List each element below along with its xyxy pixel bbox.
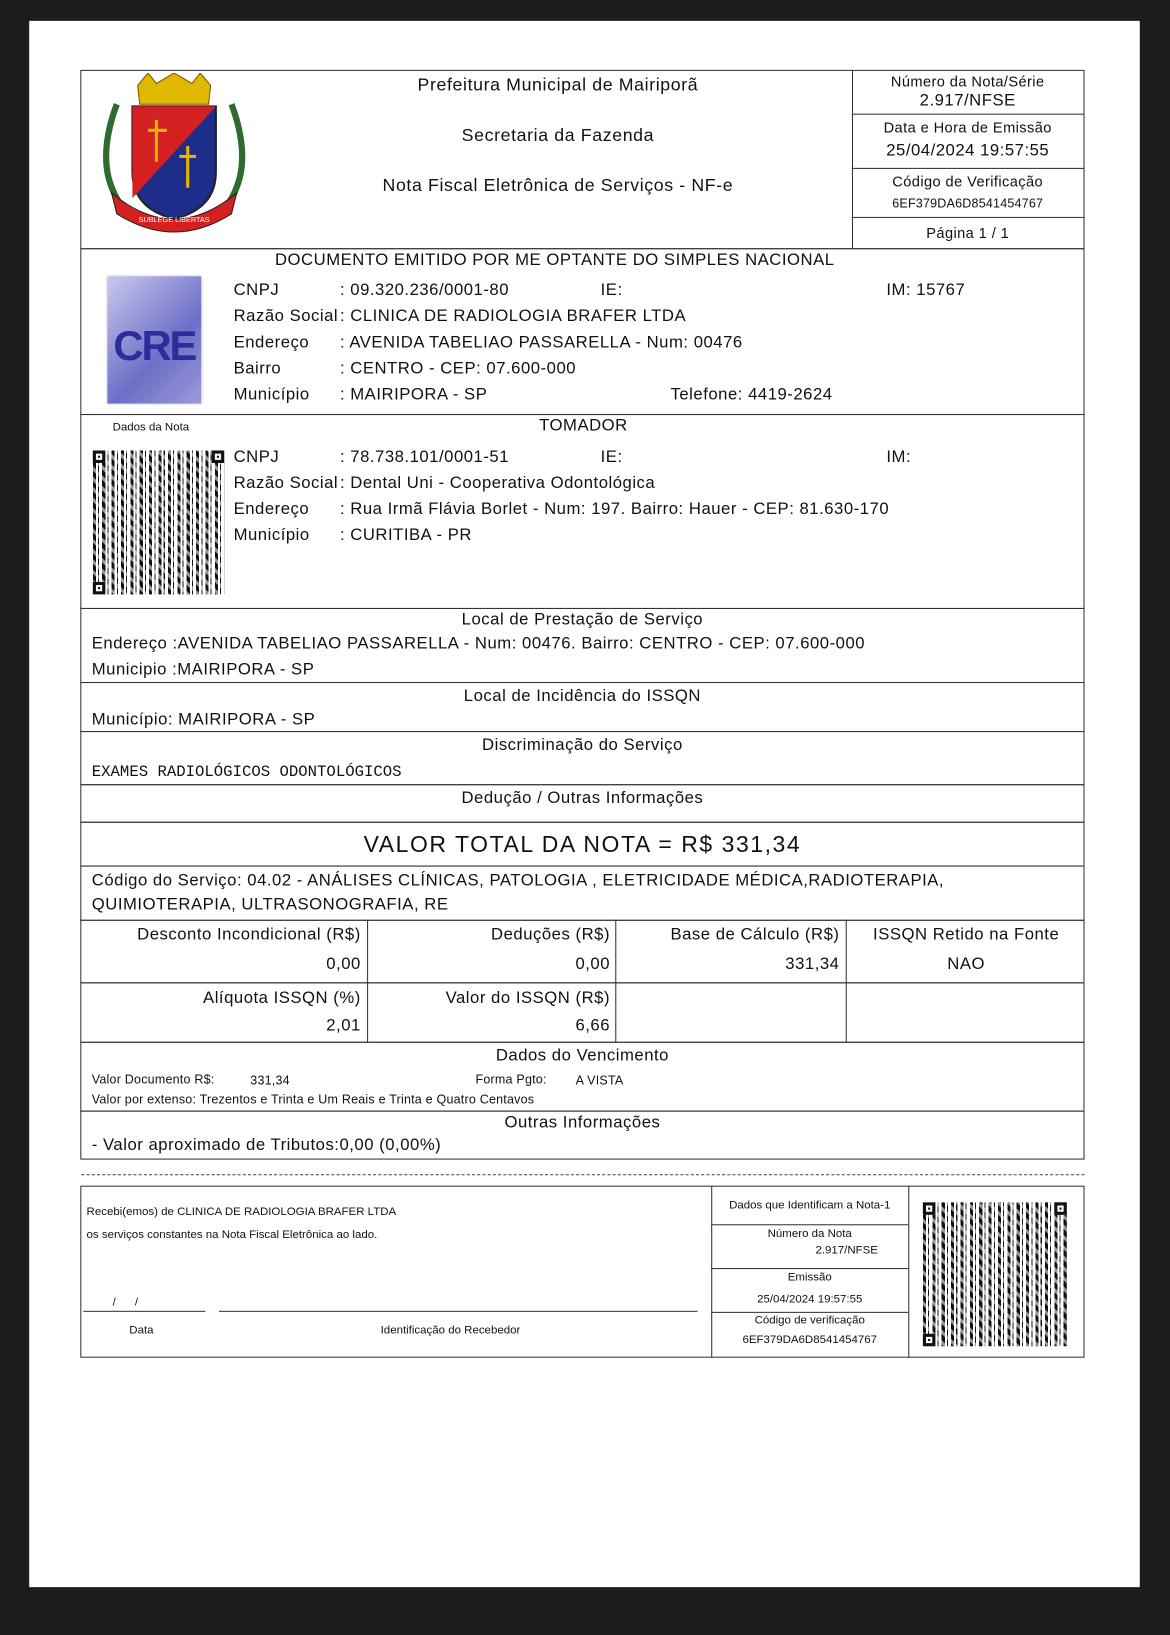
outras-text: - Valor aproximado de Tributos:0,00 (0,00%) bbox=[91, 1136, 442, 1155]
tomador-im: IM: bbox=[886, 448, 912, 467]
pagina: Página 1 / 1 bbox=[926, 224, 1010, 241]
recibo-emissao: 25/04/2024 19:57:55 bbox=[757, 1293, 863, 1306]
emitente-cnpj-label: CNPJ bbox=[233, 281, 280, 300]
emitente-razao-label: Razão Social bbox=[233, 307, 339, 326]
emitente-bairro-label: Bairro bbox=[233, 359, 282, 378]
nota-qr-code bbox=[93, 450, 224, 594]
recibo-codigo: 6EF379DA6D8541454767 bbox=[742, 1333, 878, 1347]
tomador-municipio: : CURITIBA - PR bbox=[339, 526, 472, 545]
incidencia-municipio: Município: MAIRIPORA - SP bbox=[91, 711, 316, 729]
tomador-razao-label: Razão Social bbox=[233, 474, 339, 493]
forma-pgto: A VISTA bbox=[575, 1073, 624, 1088]
local-prestacao-endereco: Endereço :AVENIDA TABELIAO PASSARELLA - Num: 00476. Bairro: CENTRO - CEP: 07.600-000 bbox=[91, 635, 866, 653]
base-label: Base de Cálculo (R$) bbox=[670, 926, 840, 944]
recibo-codigo-label: Código de verificação bbox=[754, 1313, 865, 1327]
company-logo-text: CRE bbox=[113, 323, 196, 370]
valor-extenso: Valor por extenso: Trezentos e Trinta e Um Reais e Trinta e Quatro Centavos bbox=[91, 1091, 535, 1107]
dados-da-nota-label: Dados da Nota bbox=[112, 421, 190, 434]
emitente-municipio: : MAIRIPORA - SP bbox=[339, 385, 488, 404]
emitente-municipio-label: Município bbox=[233, 385, 310, 404]
retido-label: ISSQN Retido na Fonte bbox=[873, 926, 1060, 944]
deducoes-label: Deduções (R$) bbox=[491, 926, 611, 944]
tomador-title: TOMADOR bbox=[539, 417, 628, 435]
recibo-numero: 2.917/NFSE bbox=[815, 1244, 878, 1257]
aliquota-value: 2,01 bbox=[326, 1016, 361, 1035]
discriminacao-title: Discriminação do Serviço bbox=[482, 736, 683, 754]
local-prestacao-title: Local de Prestação de Serviço bbox=[461, 611, 704, 629]
codigo-servico-line1: Código do Serviço: 04.02 - ANÁLISES CLÍNICAS, PATOLOGIA , ELETRICIDADE MÉDICA,RADIOTERAPIA, bbox=[91, 871, 945, 890]
recibo-numero-label: Número da Nota bbox=[767, 1227, 852, 1240]
tomador-razao: : Dental Uni - Cooperativa Odontológica bbox=[339, 474, 656, 493]
base-value: 331,34 bbox=[785, 955, 840, 973]
header-secretaria: Secretaria da Fazenda bbox=[461, 125, 655, 145]
emitente-telefone: Telefone: 4419-2624 bbox=[670, 385, 833, 404]
recibo-dados-title: Dados que Identificam a Nota-1 bbox=[729, 1199, 891, 1212]
valor-iss-value: 6,66 bbox=[575, 1016, 611, 1035]
cut-line bbox=[81, 1174, 1084, 1175]
data-field[interactable] bbox=[83, 1311, 205, 1312]
valor-total: VALOR TOTAL DA NOTA = R$ 331,34 bbox=[363, 831, 802, 858]
recebedor-field[interactable] bbox=[219, 1311, 698, 1312]
desconto-label: Desconto Incondicional (R$) bbox=[137, 926, 361, 944]
emissao-value: 25/04/2024 19:57:55 bbox=[886, 141, 1050, 160]
date-slashes: / / bbox=[112, 1296, 139, 1309]
codigo-servico-line2: QUIMIOTERAPIA, ULTRASONOGRAFIA, RE bbox=[91, 895, 449, 914]
tomador-municipio-label: Município bbox=[233, 526, 310, 545]
incidencia-title: Local de Incidência do ISSQN bbox=[463, 687, 702, 705]
company-logo bbox=[107, 276, 201, 403]
valor-iss-label: Valor do ISSQN (R$) bbox=[445, 989, 611, 1008]
recibo-qr-code bbox=[923, 1202, 1067, 1346]
emitente-razao: : CLINICA DE RADIOLOGIA BRAFER LTDA bbox=[339, 307, 687, 326]
forma-pgto-label: Forma Pgto: bbox=[475, 1071, 547, 1087]
retido-value: NAO bbox=[947, 955, 986, 973]
tomador-ie: IE: bbox=[600, 448, 623, 467]
header-nfe-title: Nota Fiscal Eletrônica de Serviços - NF-e bbox=[382, 175, 734, 196]
outras-title: Outras Informações bbox=[504, 1113, 661, 1132]
recibo-emissao-label: Emissão bbox=[787, 1271, 832, 1284]
municipal-crest-icon bbox=[96, 73, 252, 240]
tomador-endereco-label: Endereço bbox=[233, 500, 310, 519]
discriminacao-text: EXAMES RADIOLÓGICOS ODONTOLÓGICOS bbox=[91, 763, 402, 782]
valor-documento: 331,34 bbox=[250, 1073, 290, 1088]
svg-text:SUBLEGE LIBERTAS: SUBLEGE LIBERTAS bbox=[138, 215, 210, 225]
tomador-endereco: : Rua Irmã Flávia Borlet - Num: 197. Bairro: Hauer - CEP: 81.630-170 bbox=[339, 500, 890, 519]
emissao-label: Data e Hora de Emissão bbox=[883, 118, 1052, 136]
tomador-cnpj: : 78.738.101/0001-51 bbox=[339, 448, 510, 467]
emitente-box bbox=[80, 248, 1084, 415]
aliquota-label: Alíquota ISSQN (%) bbox=[203, 989, 361, 1008]
deducoes-value: 0,00 bbox=[575, 955, 611, 973]
local-prestacao-municipio: Municipio :MAIRIPORA - SP bbox=[91, 661, 315, 679]
desconto-value: 0,00 bbox=[326, 955, 361, 973]
emitente-endereco-label: Endereço bbox=[233, 333, 310, 352]
tomador-cnpj-label: CNPJ bbox=[233, 448, 280, 467]
codigo-value: 6EF379DA6D8541454767 bbox=[892, 196, 1044, 211]
header-prefeitura: Prefeitura Municipal de Mairiporã bbox=[417, 75, 699, 95]
emitente-ie: IE: bbox=[600, 281, 623, 300]
recebedor-label: Identificação do Recebedor bbox=[380, 1324, 521, 1337]
recibo-line1: Recebi(emos) de CLINICA DE RADIOLOGIA BRAFER LTDA bbox=[86, 1205, 397, 1218]
vencimento-title: Dados do Vencimento bbox=[495, 1046, 669, 1065]
emitente-bairro: : CENTRO - CEP: 07.600-000 bbox=[339, 359, 577, 378]
codigo-label: Código de Verificação bbox=[892, 173, 1044, 190]
emitente-cnpj: : 09.320.236/0001-80 bbox=[339, 281, 510, 300]
deducao-title: Dedução / Outras Informações bbox=[461, 789, 704, 808]
numero-label: Número da Nota/Série bbox=[890, 72, 1045, 90]
data-label: Data bbox=[129, 1324, 154, 1337]
valor-documento-label: Valor Documento R$: bbox=[91, 1071, 215, 1087]
emitente-endereco: : AVENIDA TABELIAO PASSARELLA - Num: 00476 bbox=[339, 333, 743, 352]
emitente-im: IM: 15767 bbox=[886, 281, 966, 300]
emitente-title: DOCUMENTO EMITIDO POR ME OPTANTE DO SIMPLES NACIONAL bbox=[274, 251, 835, 270]
numero-value: 2.917/NFSE bbox=[919, 91, 1016, 110]
recibo-line2: os serviços constantes na Nota Fiscal Eletrônica ao lado. bbox=[86, 1228, 378, 1241]
